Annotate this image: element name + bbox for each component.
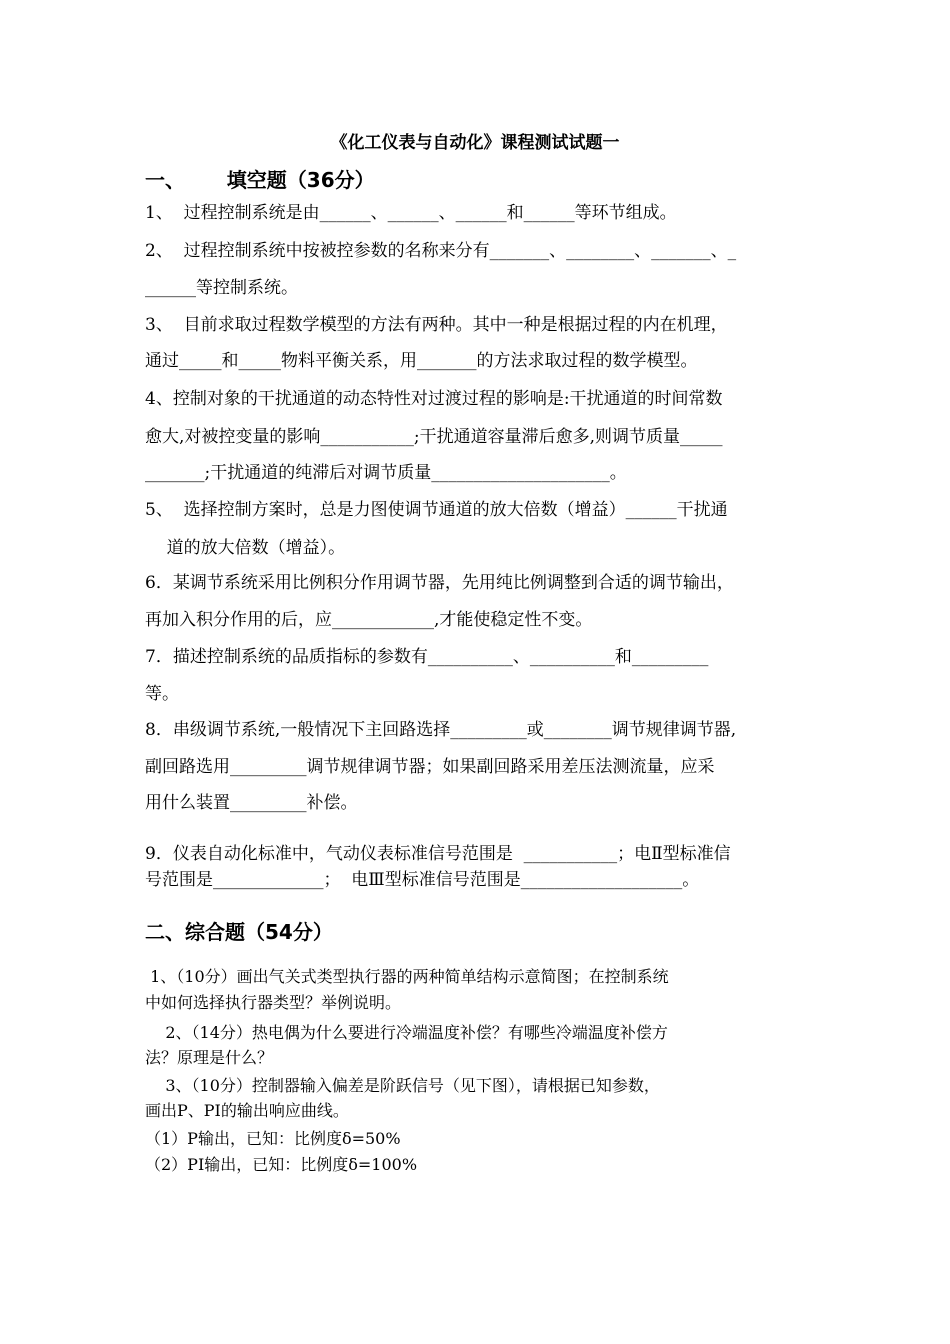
question-line: 9．仪表自动化标准中，气动仪表标准信号范围是 ___________；电Ⅱ型标准信 — [145, 844, 731, 864]
question-line: 2、（14分）热电偶为什么要进行冷端温度补偿？有哪些冷端温度补偿方 — [145, 1023, 668, 1042]
question-line: 号范围是_____________； 电Ⅲ型标准信号范围是___________________。 — [145, 870, 700, 890]
question-line: 6．某调节系统采用比例积分作用调节器，先用纯比例调整到合适的调节输出， — [145, 573, 734, 593]
section-heading-fill-in: 一、 填空题（36分） — [145, 168, 375, 192]
question-line: 1、（10分）画出气关式类型执行器的两种简单结构示意简图；在控制系统 — [145, 967, 669, 986]
question-line: 7．描述控制系统的品质指标的参数有__________、__________和_________ — [145, 647, 709, 667]
question-line: 等。 — [145, 684, 179, 704]
question-line: 通过_____和_____物料平衡关系，用_______的方法求取过程的数学模型。 — [145, 351, 698, 371]
question-line: 2、 过程控制系统中按被控参数的名称来分有_______、________、_______、_ — [145, 241, 737, 261]
question-line: _______;干扰通道的纯滞后对调节质量_____________________。 — [145, 463, 627, 483]
question-line: 3、 目前求取过程数学模型的方法有两种。其中一种是根据过程的内在机理， — [145, 315, 728, 335]
document-title: 《化工仪表与自动化》课程测试试题一 — [330, 133, 620, 153]
question-line: 5、 选择控制方案时，总是力图使调节通道的放大倍数（增益）______干扰通 — [145, 500, 728, 520]
question-line: 中如何选择执行器类型？举例说明。 — [145, 993, 402, 1012]
question-line: 3、（10分）控制器输入偏差是阶跃信号（见下图），请根据已知参数， — [145, 1076, 660, 1095]
section-heading-comprehensive: 二、综合题（54分） — [145, 920, 333, 944]
question-line: 画出P、PI的输出响应曲线。 — [145, 1101, 349, 1120]
question-line: 1、 过程控制系统是由______、______、______和______等环节组成。 — [145, 203, 677, 223]
question-line: 用什么装置_________补偿。 — [145, 793, 358, 813]
question-line: 愈大,对被控变量的影响___________;干扰通道容量滞后愈多,则调节质量_____ — [145, 427, 723, 447]
question-line: 副回路选用_________调节规律调节器；如果副回路采用差压法测流量，应采 — [145, 757, 715, 777]
question-line: （2）PI输出，已知：比例度δ=100% — [145, 1155, 418, 1174]
question-line: 再加入积分作用的后，应____________,才能使稳定性不变。 — [145, 610, 593, 630]
question-line: 道的放大倍数（增益）。 — [145, 538, 346, 558]
question-line: ______等控制系统。 — [145, 278, 298, 298]
question-line: （1）P输出，已知：比例度δ=50% — [145, 1129, 401, 1148]
question-line: 8．串级调节系统,一般情况下主回路选择_________或________调节规律调节器, — [145, 720, 737, 740]
question-line: 法？原理是什么？ — [145, 1048, 274, 1067]
question-line: 4、控制对象的干扰通道的动态特性对过渡过程的影响是:干扰通道的时间常数 — [145, 389, 723, 409]
